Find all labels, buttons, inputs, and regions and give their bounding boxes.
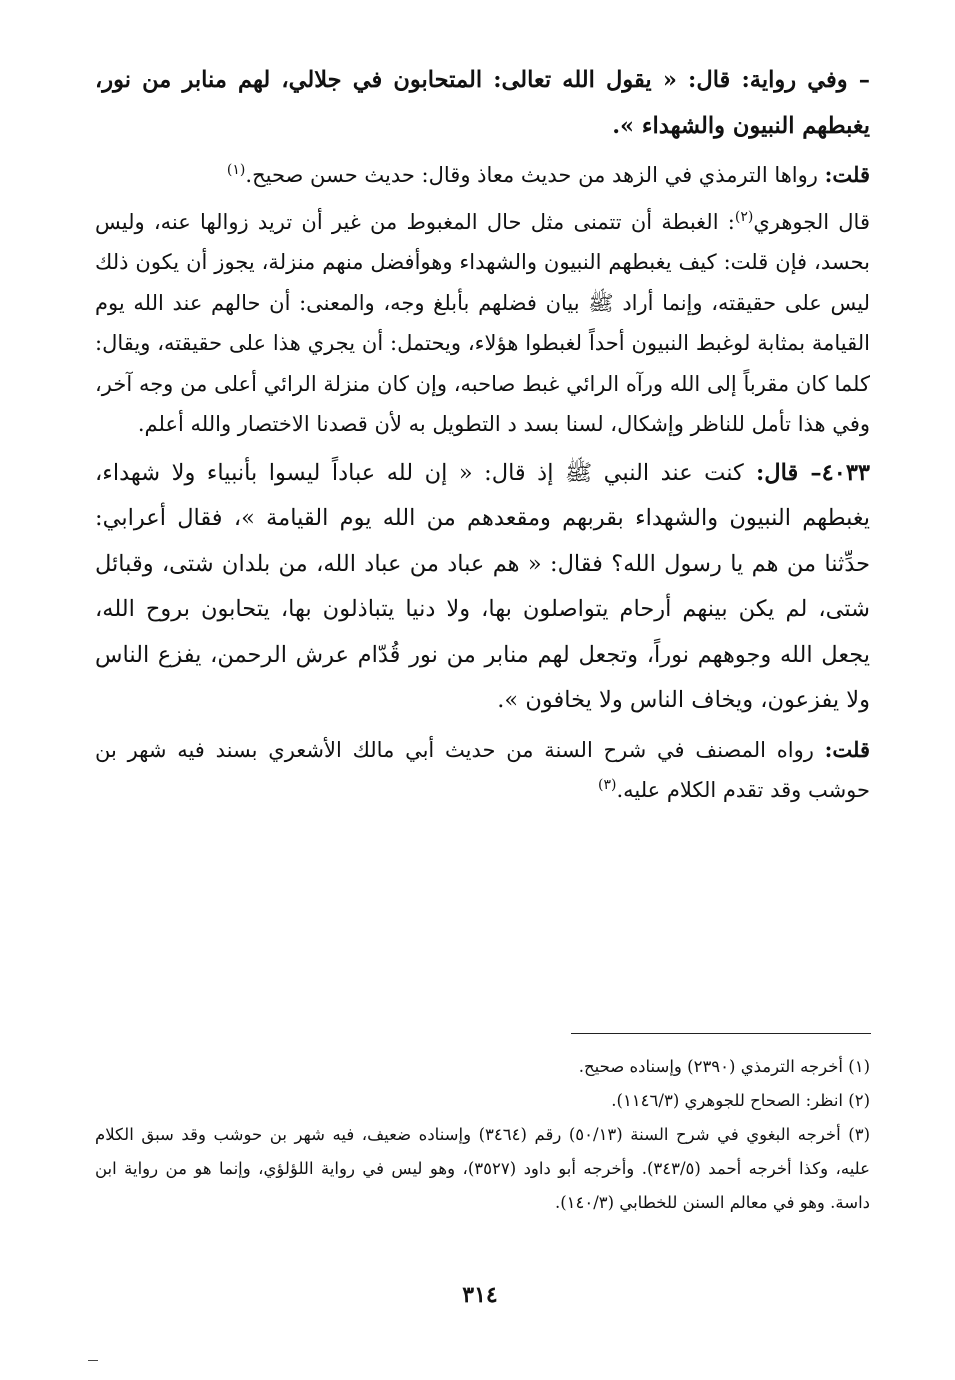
hadith-number: ٤٠٣٣– xyxy=(810,459,870,486)
comment-lead-2: قلت: xyxy=(824,736,870,762)
footnote-1: (١) أخرجه الترمذي (٢٣٩٠) وإسناده صحيح. xyxy=(578,1057,870,1076)
hadith-variant-paragraph xyxy=(95,58,870,149)
footnote-ref-3[interactable]: (٣) xyxy=(597,777,617,793)
footnote-3: (٣) أخرجه البغوي في شرح السنة (٥٠/١٣) رقم (٣٤٦٤) وإسناده ضعيف، فيه شهر بن حوشب وقد سبق الكلام عليه، وكذا أخرجه أحمد (٣٤٣/٥). وأخرجه أبو داود (٣٥٢٧)، وهو ليس في رواية اللؤلؤي، وإنما هو من رواية ابن داسة. وهو في معالم السنن للخطابي (١٤٠/٣). xyxy=(95,1125,871,1212)
explanation-start: قال الجوهري xyxy=(753,209,870,234)
page-body xyxy=(95,58,870,811)
footnote-ref-1[interactable]: (١) xyxy=(226,162,246,178)
footnote-ref-2[interactable]: (٢) xyxy=(734,208,754,225)
comment-text-2: رواه المصنف في شرح السنة من حديث أبي مالك الأشعري بسند فيه شهر بن حوشب وقد تقدم الكلام عليه. xyxy=(95,737,870,802)
footnote-2: (٢) انظر: الصحاح للجوهري (١١٤٦/٣). xyxy=(611,1091,870,1110)
margin-mark xyxy=(88,1360,98,1361)
comment-lead: قلت: xyxy=(824,162,870,187)
hadith-text: كنت عند النبي ﷺ إذ قال: « إن لله عباداً ليسوا بأنبياء ولا شهداء، يغبطهم النبيون والشهداء بقربهم ومقعدهم من الله يوم القيامة »، فقال أعرابي: حدِّثنا من هم يا رسول الله؟ فقال: « هم عباد من عباد الله، من بلدان شتى، وقبائل شتى، لم يكن بينهم أرحام يتواصلون بها، ولا دنيا يتباذلون بها، يتحابون بروح الله، يجعل الله وجوههم نوراً، وتجعل لهم منابر من نور قُدّام عرش الرحمن، يفزع الناس ولا يفزعون، ويخاف الناس ولا يخافون ». xyxy=(95,459,870,713)
page-number: ٣١٤ xyxy=(462,1282,498,1308)
hadith-paragraph xyxy=(95,451,870,724)
footnotes xyxy=(95,1050,870,1220)
hadith-lead: قال: xyxy=(755,459,799,486)
comment-paragraph-1 xyxy=(95,155,870,196)
explanation-text: : الغبطة أن تتمنى مثل حال المغبوط من غير أن تريد زوالها عنه، وليس بحسد، فإن قلت: كيف يغبطهم النبيون والشهداء وهوأفضل منهم منزلة، يجوز أن يكون ذلك ليس على حقيقته، وإنما أراد ﷺ بيان فضلهم بأبلغ وجه، والمعنى: أن حالهم عند الله يوم القيامة بمثابة لوغبط النبيون أحداً لغبطوا هؤلاء، ويحتمل: أن يجري هذا على حقيقته، ويقال: كلما كان مقرباً إلى الله ورآه الرائي غبط صاحبه، وإن كان منزلة الرائي أعلى من وجه آخر، وفي هذا تأمل للناظر وإشكال، لسنا بسد د التطويل به لأن قصدنا الاختصار والله أعلم. xyxy=(95,209,870,436)
hadith-variant-text: – وفي رواية: قال: « يقول الله تعالى: المتحابون في جلالي، لهم منابر من نور، يغبطهم النبيون والشهداء ». xyxy=(95,67,870,139)
explanation-paragraph xyxy=(95,202,870,445)
footnote-divider xyxy=(571,1033,871,1034)
comment-text: رواها الترمذي في الزهد من حديث معاذ وقال: حديث حسن صحيح. xyxy=(245,163,818,187)
comment-paragraph-2 xyxy=(95,730,870,811)
